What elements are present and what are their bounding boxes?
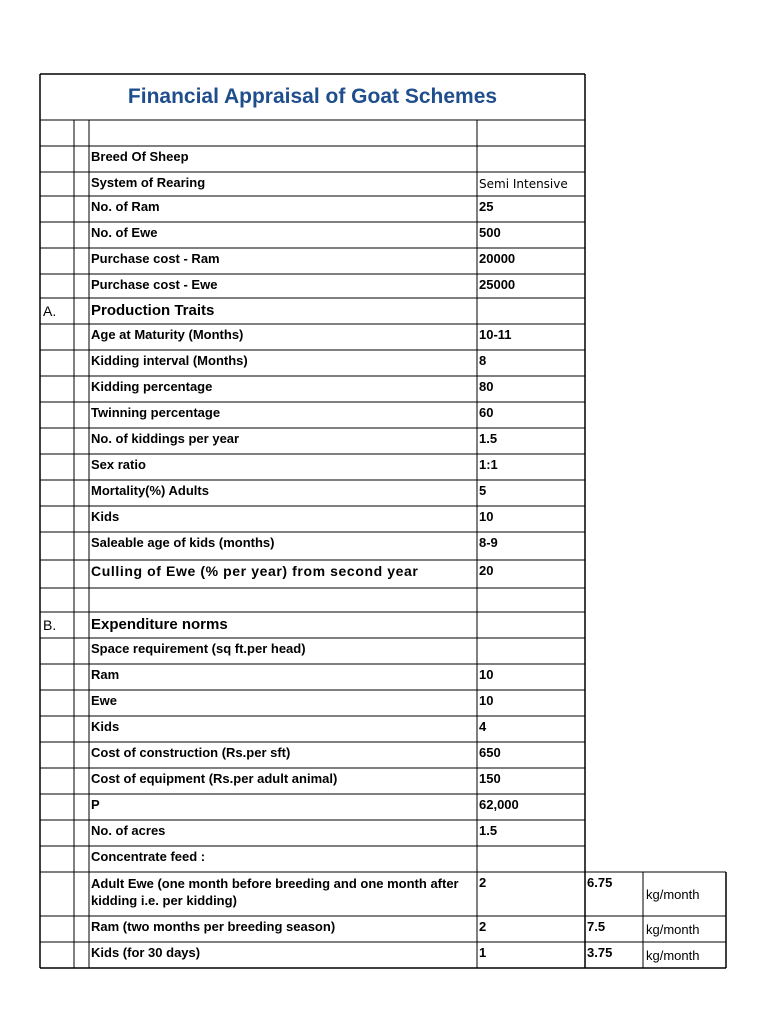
unit-label: kg/month [646, 921, 700, 937]
row-value: 60 [479, 405, 494, 420]
row-label: System of Rearing [91, 175, 206, 190]
row-label: Adult Ewe (one month before breeding and one month after kidding i.e. per kidding) [91, 876, 459, 908]
row-value: 25000 [479, 277, 516, 292]
row-value: 1.5 [479, 431, 498, 446]
row-label: Ewe [91, 693, 118, 708]
row-value: Semi Intensive [479, 177, 568, 191]
row-label: P [91, 797, 100, 812]
row-label: Concentrate feed : [91, 849, 206, 864]
row-value: 8-9 [479, 535, 498, 550]
row-value [477, 612, 585, 638]
row-value: 8 [479, 353, 487, 368]
unit-label: kg/month [646, 886, 700, 902]
row-value: 1 [479, 945, 487, 960]
row-value: 20 [479, 563, 494, 578]
row-label: Saleable age of kids (months) [91, 535, 275, 550]
row-value: 5 [479, 483, 487, 498]
row-label: Cost of equipment (Rs.per adult animal) [91, 771, 338, 786]
row-value: 25 [479, 199, 494, 214]
feed-total: 7.5 [587, 919, 606, 934]
row-value: 20000 [479, 251, 516, 266]
row-label: Kidding interval (Months) [91, 353, 248, 368]
row-value: 80 [479, 379, 494, 394]
row-label: Ram [91, 667, 120, 682]
sheet-title: Financial Appraisal of Goat Schemes [127, 85, 498, 108]
row-value [477, 298, 585, 324]
row-value: 4 [479, 719, 487, 734]
row-label: Purchase cost - Ram [91, 251, 220, 266]
row-value: 2 [479, 919, 487, 934]
row-value: 10 [479, 509, 494, 524]
row-label: Ram (two months per breeding season) [91, 919, 336, 934]
row-value: 10 [479, 693, 494, 708]
row-label: Twinning percentage [91, 405, 221, 420]
row-label: Sex ratio [91, 457, 146, 472]
row-label: Kids [91, 509, 120, 524]
row-value: 150 [479, 771, 501, 786]
row-value [477, 638, 585, 664]
feed-total: 3.75 [587, 945, 613, 960]
feed-total: 6.75 [587, 875, 613, 890]
row-value: 1.5 [479, 823, 498, 838]
unit-label: kg/month [646, 947, 700, 963]
row-value: 500 [479, 225, 501, 240]
row-label: No. of Ram [91, 199, 160, 214]
section-marker: B. [43, 617, 57, 633]
row-value: 10 [479, 667, 494, 682]
row-label [89, 588, 477, 612]
row-value: 2 [479, 875, 487, 890]
row-label: No. of kiddings per year [91, 431, 240, 446]
row-label: Purchase cost - Ewe [91, 277, 218, 292]
row-value [477, 846, 585, 872]
row-label: Kids [91, 719, 120, 734]
row-label: Kids (for 30 days) [91, 945, 201, 960]
row-label: Mortality(%) Adults [91, 483, 209, 498]
section-heading: Expenditure norms [91, 616, 228, 633]
row-label: No. of Ewe [91, 225, 158, 240]
row-label: Kidding percentage [91, 379, 213, 394]
row-value [477, 146, 585, 172]
row-label: No. of acres [91, 823, 166, 838]
row-value: 62,000 [479, 797, 519, 812]
row-label: Space requirement (sq ft.per head) [91, 641, 306, 656]
row-value: 10-11 [479, 327, 512, 342]
section-heading: Production Traits [91, 302, 215, 319]
row-value: 650 [479, 745, 501, 760]
row-value [477, 588, 585, 612]
row-label: Age at Maturity (Months) [91, 327, 244, 342]
row-label: Culling of Ewe (% per year) from second year [91, 563, 419, 579]
row-label: Breed Of Sheep [91, 149, 189, 164]
section-marker: A. [43, 303, 57, 319]
row-value: 1:1 [479, 457, 498, 472]
row-label: Cost of construction (Rs.per sft) [91, 745, 291, 760]
